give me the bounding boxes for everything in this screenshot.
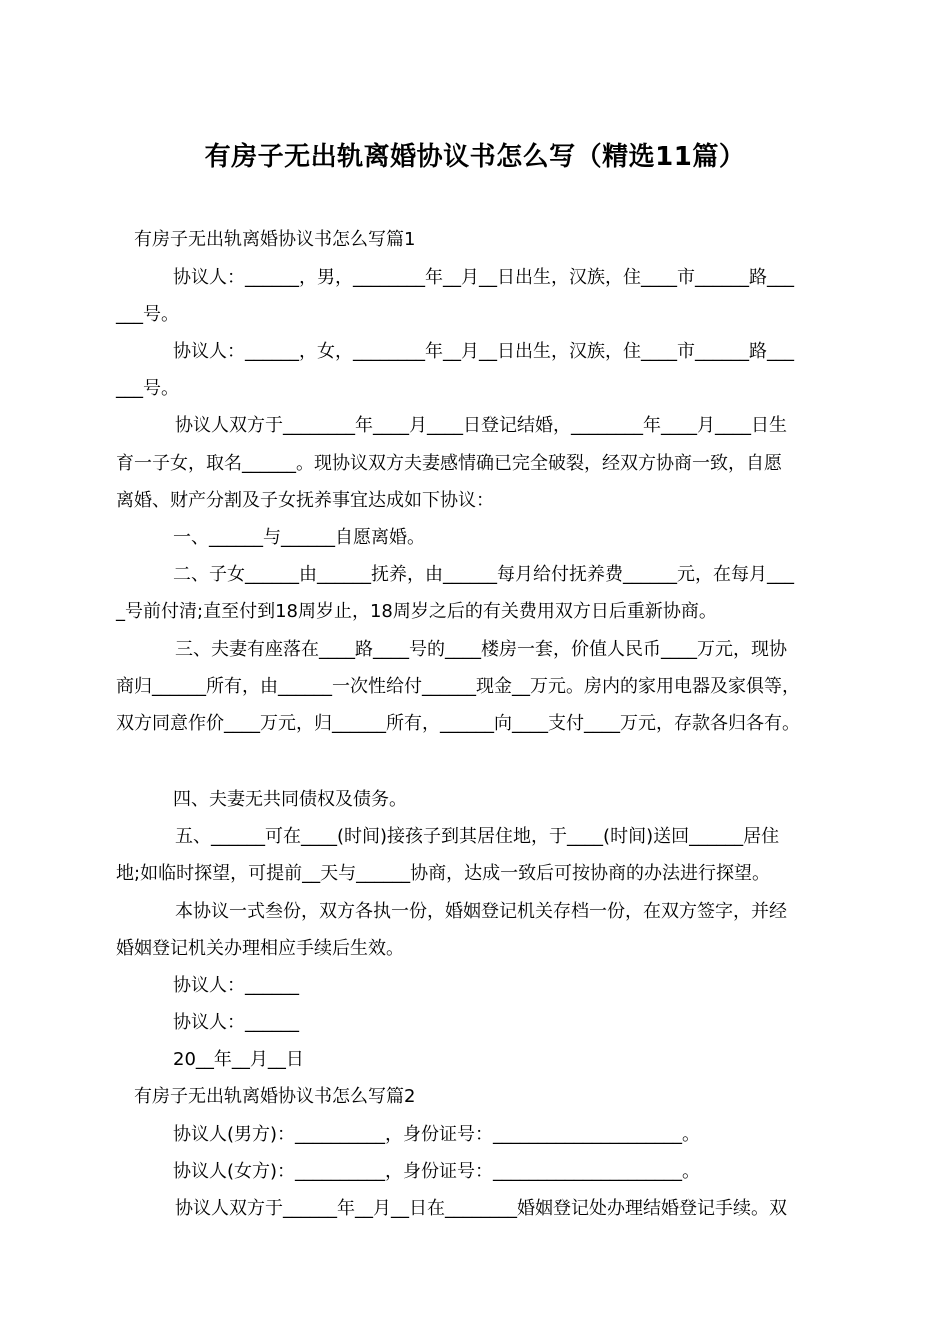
paragraph-line: 双方同意作价____万元，归______所有，______向____支付____万元，存款各归各有。 [116, 713, 800, 734]
signature-line: 协议人：______ [173, 975, 299, 996]
paragraph-line: 地;如临时探望，可提前__天与______协商，达成一致后可按协商的办法进行探望。 [116, 863, 771, 884]
signature-line: 协议人：______ [173, 1012, 299, 1033]
paragraph-line: 本协议一式叁份，双方各执一份，婚姻登记机关存档一份，在双方签字，并经 [175, 901, 787, 922]
paragraph-line: 三、夫妻有座落在____路____号的____楼房一套，价值人民币____万元，现协 [175, 639, 787, 660]
paragraph-line: 育一子女，取名______。现协议双方夫妻感情确已完全破裂，经双方协商一致，自愿 [116, 453, 782, 474]
paragraph-line: 婚姻登记机关办理相应手续后生效。 [116, 938, 404, 959]
paragraph-line: 二、子女______由______抚养，由______每月给付抚养费______元，在每月___ [173, 564, 794, 585]
paragraph-line: 离婚、财产分割及子女抚养事宜达成如下协议： [116, 490, 494, 511]
paragraph-line: 一、______与______自愿离婚。 [173, 527, 425, 548]
date-line: 20__年__月__日 [173, 1049, 304, 1070]
paragraph-line: ___号。 [116, 304, 179, 325]
paragraph-line: 协议人(女方)：__________，身份证号：_____________________。 [173, 1161, 701, 1182]
section-heading-2: 有房子无出轨离婚协议书怎么写篇2 [134, 1086, 416, 1107]
paragraph-line: 四、夫妻无共同债权及债务。 [173, 789, 407, 810]
paragraph-line: 协议人：______，女，________年__月__日出生，汉族，住____市______路___ [173, 341, 794, 362]
paragraph-line: 商归______所有，由______一次性给付______现金__万元。房内的家用电器及家俱等， [116, 676, 800, 697]
paragraph-line: 协议人双方于________年____月____日登记结婚，________年____月____日生 [175, 415, 787, 436]
section-heading-1: 有房子无出轨离婚协议书怎么写篇1 [134, 229, 416, 250]
paragraph-line: 协议人(男方)：__________，身份证号：_____________________。 [173, 1124, 701, 1145]
paragraph-line: 协议人：______，男，________年__月__日出生，汉族，住____市______路___ [173, 267, 794, 288]
paragraph-line: 五、______可在____(时间)接孩子到其居住地，于____(时间)送回______居住 [175, 826, 780, 847]
paragraph-line: 协议人双方于______年__月__日在________婚姻登记处办理结婚登记手续。双 [175, 1198, 787, 1219]
document-title: 有房子无出轨离婚协议书怎么写（精选11篇） [204, 142, 746, 172]
paragraph-line: ___号。 [116, 378, 179, 399]
paragraph-line: _号前付清;直至付到18周岁止，18周岁之后的有关费用双方日后重新协商。 [116, 601, 717, 622]
